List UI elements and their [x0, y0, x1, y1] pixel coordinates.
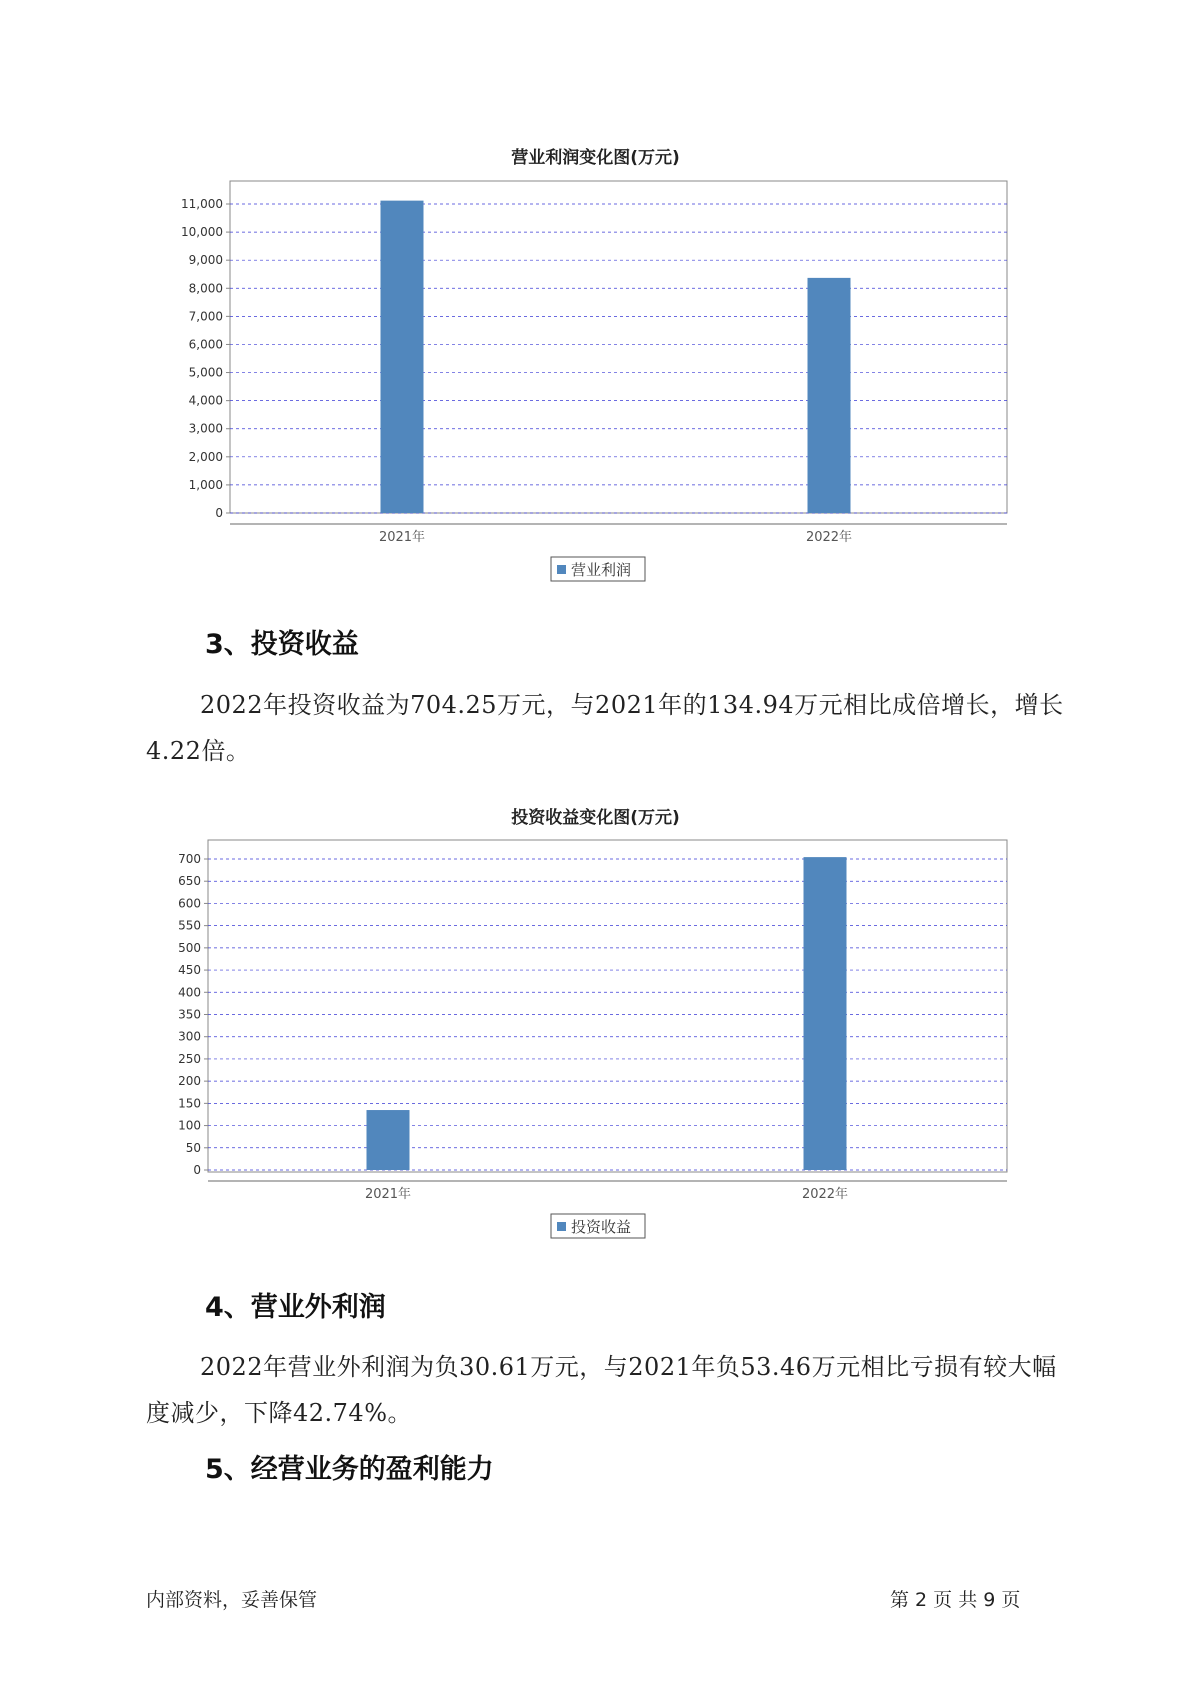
- x-tick-label: 2022年: [801, 1187, 849, 1202]
- legend-swatch: [557, 1222, 566, 1231]
- y-tick-label: 8,000: [188, 281, 223, 296]
- section-heading-investment-income: 3、投资收益: [205, 629, 359, 660]
- x-tick-label: 2021年: [364, 1187, 412, 1202]
- y-tick-label: 600: [178, 896, 201, 911]
- x-tick-label: 2022年: [805, 530, 853, 545]
- plot-area: [208, 840, 1007, 1172]
- legend-label: 投资收益: [571, 1218, 632, 1236]
- y-tick-label: 550: [178, 918, 201, 933]
- footer-left: 内部资料，妥善保管: [146, 1589, 318, 1611]
- y-tick-label: 500: [178, 940, 201, 955]
- y-tick-label: 650: [178, 874, 201, 889]
- y-tick-label: 50: [185, 1140, 201, 1155]
- y-tick-label: 1,000: [188, 477, 223, 492]
- y-tick-label: 2,000: [188, 449, 223, 464]
- footer-page-number: 第 2 页 共 9 页: [890, 1589, 1021, 1611]
- section-heading-profitability: 5、经营业务的盈利能力: [205, 1454, 494, 1485]
- y-tick-label: 300: [178, 1029, 201, 1044]
- section-text-investment-income: 2022年投资收益为704.25万元，与2021年的134.94万元相比成倍增长，增长4.22倍。: [146, 691, 1064, 765]
- section-heading-non-operating-profit: 4、营业外利润: [205, 1292, 386, 1323]
- y-tick-label: 400: [178, 985, 201, 1000]
- x-tick-label: 2021年: [378, 530, 426, 545]
- y-tick-label: 0: [193, 1163, 201, 1177]
- y-tick-label: 250: [178, 1051, 201, 1066]
- chart-title: 投资收益变化图(万元): [511, 808, 680, 828]
- y-tick-label: 450: [178, 963, 201, 978]
- y-tick-label: 11,000: [181, 197, 223, 211]
- section-text-non-operating-profit: 2022年营业外利润为负30.61万元，与2021年负53.46万元相比亏损有较大幅度减少，下降42.74%。: [146, 1353, 1057, 1427]
- y-tick-label: 5,000: [188, 365, 223, 380]
- y-tick-label: 3,000: [188, 421, 223, 436]
- y-tick-label: 10,000: [181, 225, 223, 240]
- y-tick-label: 9,000: [188, 253, 223, 268]
- legend-label: 营业利润: [571, 561, 632, 579]
- chart-title: 营业利润变化图(万元): [511, 148, 680, 168]
- y-tick-label: 700: [178, 852, 201, 866]
- y-tick-label: 200: [178, 1074, 201, 1089]
- y-tick-label: 350: [178, 1007, 201, 1022]
- y-tick-label: 7,000: [188, 309, 223, 324]
- y-tick-label: 0: [215, 506, 223, 520]
- y-tick-label: 4,000: [188, 393, 223, 408]
- bar: [367, 1110, 410, 1170]
- y-tick-label: 6,000: [188, 337, 223, 352]
- y-tick-label: 100: [178, 1118, 201, 1133]
- bar: [804, 857, 847, 1170]
- y-tick-label: 150: [178, 1096, 201, 1111]
